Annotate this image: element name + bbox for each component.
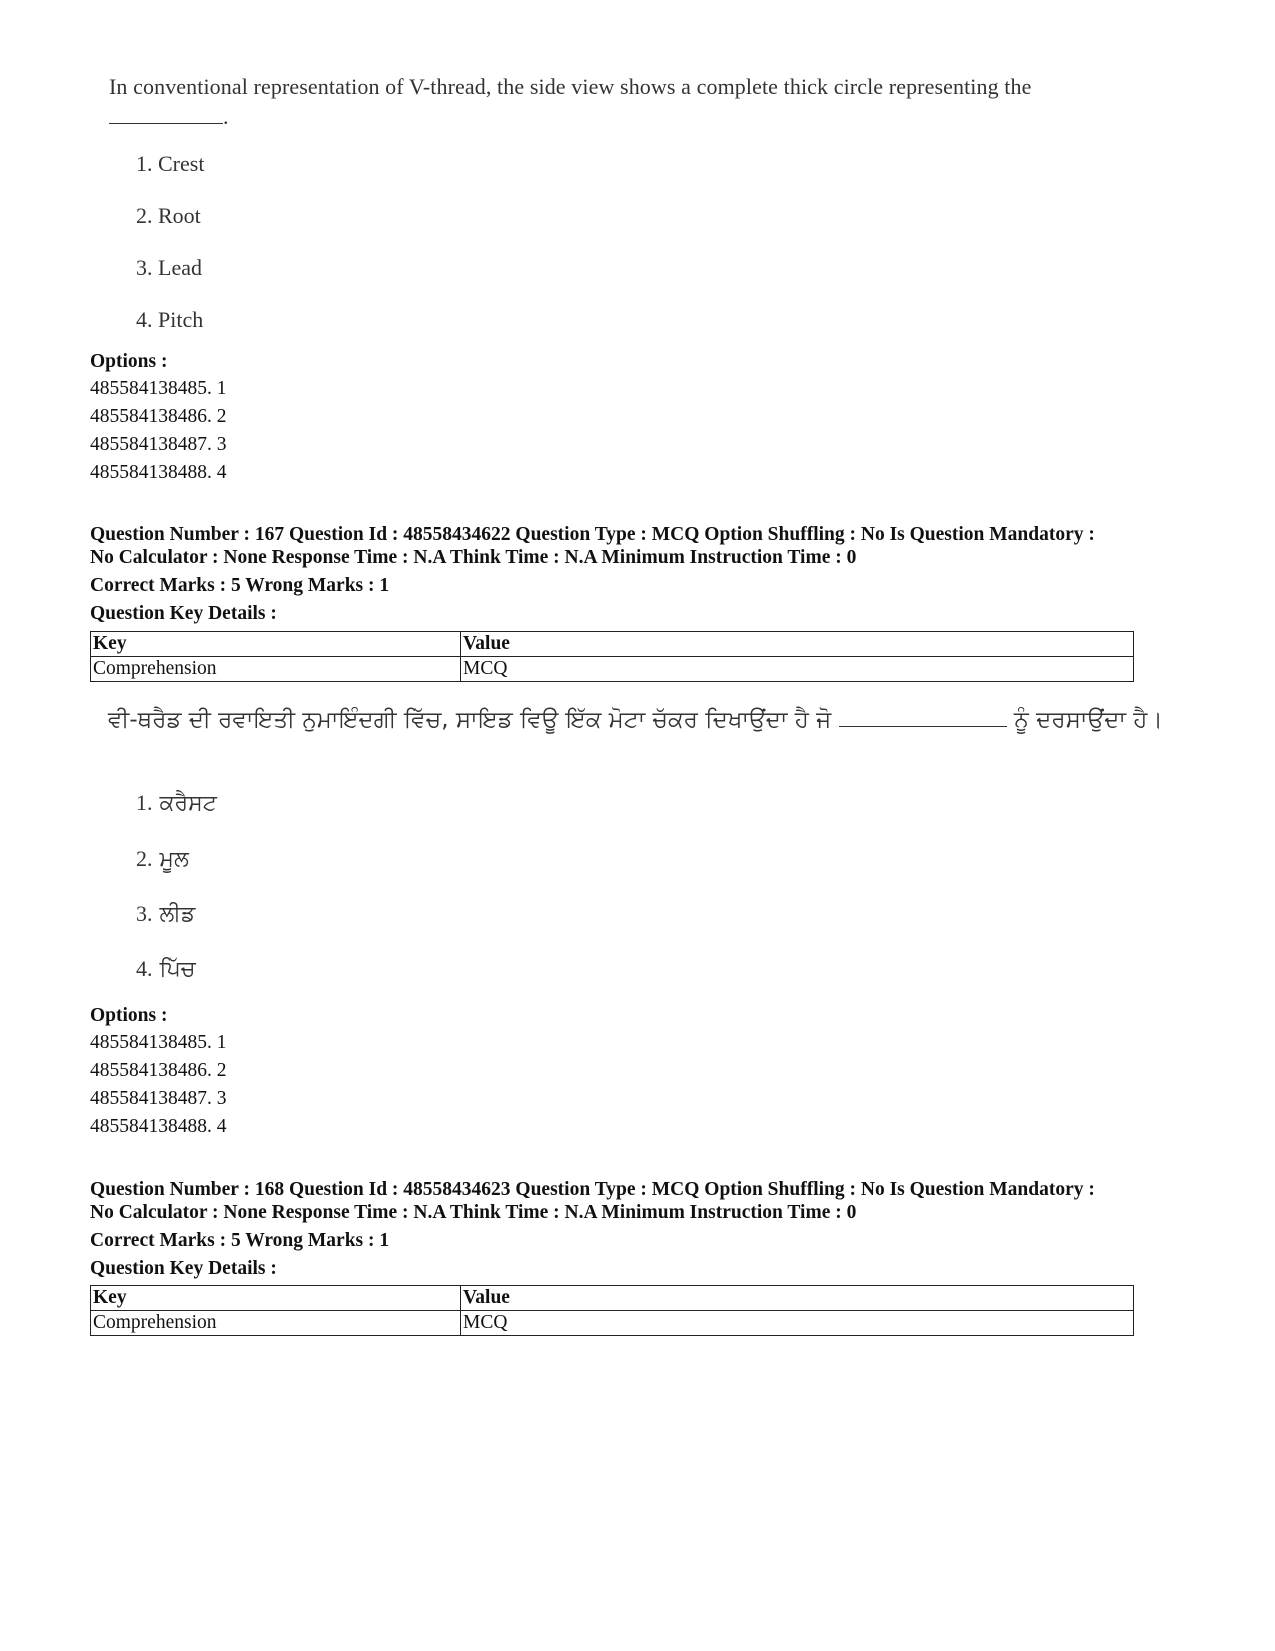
marks-line: Correct Marks : 5 Wrong Marks : 1 <box>90 1230 390 1251</box>
choice-number: 2. <box>136 203 153 228</box>
options-heading: Options : <box>90 1005 168 1026</box>
option-item: 485584138485. 1 <box>90 378 227 399</box>
table-cell: MCQ <box>461 657 1134 682</box>
choice-item <box>136 846 189 872</box>
choice-item <box>136 901 195 927</box>
choice-number: 4. <box>136 956 153 981</box>
question-meta-line: No Calculator : None Response Time : N.A Think Time : N.A Minimum Instruction Time : 0 <box>90 1202 857 1223</box>
option-item: 485584138487. 3 <box>90 434 227 455</box>
choice-number: 2. <box>136 846 153 871</box>
answer-blank <box>839 706 1007 727</box>
table-header-row <box>91 632 1134 657</box>
choice-item <box>136 790 217 816</box>
choice-label: ਲੀਡ <box>159 902 196 927</box>
table-cell: Comprehension <box>91 657 461 682</box>
table-row <box>91 1311 1134 1336</box>
question-text <box>109 72 1109 132</box>
table-header-cell: Value <box>461 1286 1134 1311</box>
answer-blank <box>109 103 223 124</box>
table-header-cell: Key <box>91 632 461 657</box>
choice-label: ਪਿੱਚ <box>159 957 196 982</box>
question-meta-line: No Calculator : None Response Time : N.A Think Time : N.A Minimum Instruction Time : 0 <box>90 547 857 568</box>
key-details-table <box>90 1285 1134 1336</box>
question-text-trailing: . <box>223 104 229 129</box>
question-text-punjabi <box>108 706 1163 733</box>
option-item: 485584138488. 4 <box>90 1116 227 1137</box>
choice-label: ਕਰੈਸਟ <box>159 791 217 816</box>
option-item: 485584138486. 2 <box>90 1060 227 1081</box>
key-details-heading: Question Key Details : <box>90 603 277 624</box>
table-cell: MCQ <box>461 1311 1134 1336</box>
options-list <box>90 375 227 487</box>
option-item: 485584138487. 3 <box>90 1088 227 1109</box>
question-text-after: ਨੂੰ ਦਰਸਾਉਂਦਾ ਹੈ। <box>1013 707 1163 733</box>
choice-number: 4. <box>136 307 153 332</box>
table-cell: Comprehension <box>91 1311 461 1336</box>
choice-item <box>136 255 202 281</box>
choice-label: Pitch <box>158 307 204 332</box>
choice-label: Root <box>158 203 201 228</box>
choice-label: Crest <box>158 151 205 176</box>
option-item: 485584138488. 4 <box>90 462 227 483</box>
options-list <box>90 1029 227 1141</box>
choice-item <box>136 307 203 333</box>
question-text-before: ਵੀ-ਥਰੈਡ ਦੀ ਰਵਾਇਤੀ ਨੁਮਾਇੰਦਗੀ ਵਿੱਚ, ਸਾਇਡ ਵਿਊ ਇੱਕ ਮੋਟਾ ਚੱਕਰ ਦਿਖਾਉਂਦਾ ਹੈ ਜੋ <box>108 707 832 733</box>
key-details-table <box>90 631 1134 682</box>
question-meta-line: Question Number : 167 Question Id : 48558434622 Question Type : MCQ Option Shuffling : No Is Question Mandatory : <box>90 524 1095 545</box>
table-header-row <box>91 1286 1134 1311</box>
question-meta-line: Question Number : 168 Question Id : 48558434623 Question Type : MCQ Option Shuffling : No Is Question Mandatory : <box>90 1179 1095 1200</box>
options-heading: Options : <box>90 351 168 372</box>
choice-number: 3. <box>136 255 153 280</box>
key-details-heading: Question Key Details : <box>90 1258 277 1279</box>
table-header-cell: Value <box>461 632 1134 657</box>
choice-item <box>136 956 196 982</box>
option-item: 485584138486. 2 <box>90 406 227 427</box>
table-row <box>91 657 1134 682</box>
choice-label: ਮੂਲ <box>159 847 189 872</box>
marks-line: Correct Marks : 5 Wrong Marks : 1 <box>90 575 390 596</box>
question-text-body: In conventional representation of V-thread, the side view shows a complete thick circle representing the <box>109 74 1032 99</box>
choice-item <box>136 203 201 229</box>
option-item: 485584138485. 1 <box>90 1032 227 1053</box>
table-header-cell: Key <box>91 1286 461 1311</box>
choice-number: 3. <box>136 901 153 926</box>
choice-label: Lead <box>158 255 202 280</box>
choice-number: 1. <box>136 790 153 815</box>
choice-number: 1. <box>136 151 153 176</box>
choice-item <box>136 151 204 177</box>
